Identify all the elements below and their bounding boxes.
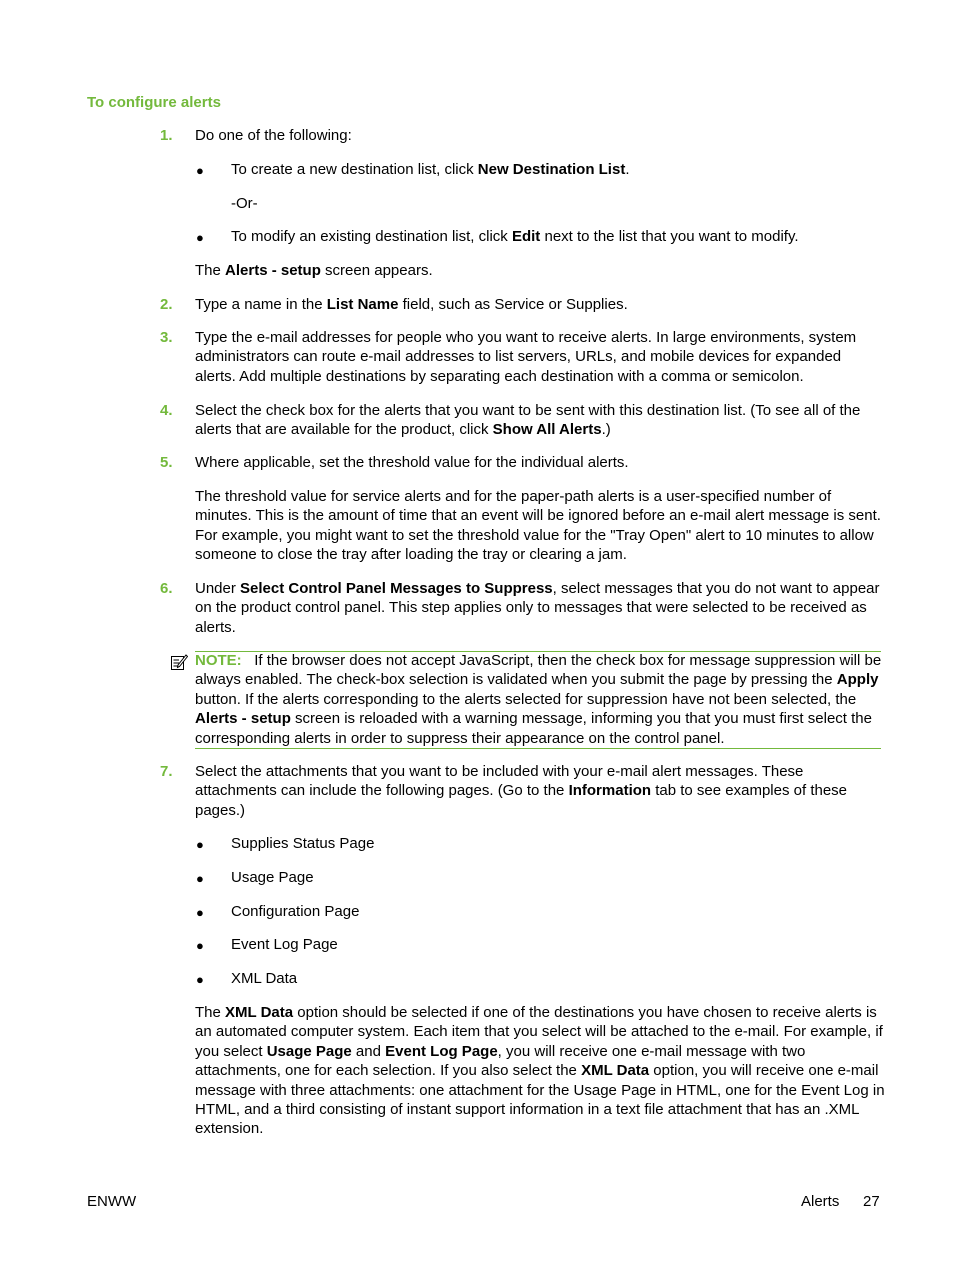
footer-section: Alerts [801, 1193, 840, 1210]
bullet-icon: ● [196, 837, 204, 852]
closing-paragraph: The XML Data option should be selected if one of the destinations you have chosen to receive alerts is an automated computer system. Each item that you select will be attached to the e-mail. For example, if you select Usage Page and Event Log Page, you will receive one e-mail message with two attachments, one for each selection. If you also select the XML Data option, you will receive one e-mail message with three attachments: one attachment for the Usage Page in HTML, one for the Event Log in HTML, and a third consisting of instant support information in a text file attachment that has an .XML extension. [195, 1004, 885, 1138]
step-text: Where applicable, set the threshold value for the individual alerts. [195, 454, 629, 471]
step-number: 1. [160, 127, 173, 144]
note-text: NOTE: If the browser does not accept JavaScript, then the check box for message suppression will be always enabled. The check-box selection is validated when you submit the page by pressing the Apply button. If the alerts corresponding to the alerts selected for suppression have not been selected, the Alerts - setup screen is reloaded with a warning message, informing you that you must first select the corresponding alerts in order to suppress their appearance on the control panel. [195, 652, 882, 747]
bullet-icon: ● [196, 163, 204, 178]
or-separator: -Or- [231, 195, 258, 212]
step-paragraph: The threshold value for service alerts and for the paper-path alerts is a user-specified number of minutes. This is the amount of time that an event will be ignored before an e-mail alert message is sent. For example, you might want to set the threshold value for the "Tray Open" alert to 10 minutes to allow someone to close the tray after loading the tray or clearing a jam. [195, 488, 881, 564]
bullet-icon: ● [196, 972, 204, 987]
step-paragraph: The Alerts - setup screen appears. [195, 262, 433, 279]
attachment-item: Supplies Status Page [231, 835, 375, 852]
page-number: 27 [863, 1193, 880, 1210]
note-icon [170, 653, 188, 671]
step-number: 6. [160, 580, 173, 597]
step-number: 5. [160, 454, 173, 471]
step-text: Type a name in the List Name field, such as Service or Supplies. [195, 296, 628, 313]
attachment-item: Configuration Page [231, 903, 360, 920]
step-number: 3. [160, 329, 173, 346]
bullet-icon: ● [196, 938, 204, 953]
section-heading: To configure alerts [87, 94, 221, 111]
step-text: Select the attachments that you want to be included with your e-mail alert messages. These attachments can include the following pages. (Go to the Information tab to see examples of these pages.) [195, 763, 848, 819]
attachment-item: Event Log Page [231, 936, 338, 953]
bullet-item: To modify an existing destination list, click Edit next to the list that you want to modify. [231, 228, 799, 245]
step-number: 4. [160, 402, 173, 419]
bullet-icon: ● [196, 871, 204, 886]
note-label: NOTE: [195, 652, 242, 669]
step-text: Do one of the following: [195, 127, 352, 144]
attachment-item: XML Data [231, 970, 298, 987]
footer-left: ENWW [87, 1193, 137, 1210]
bullet-icon: ● [196, 230, 204, 245]
bullet-icon: ● [196, 905, 204, 920]
attachment-item: Usage Page [231, 869, 314, 886]
step-text: Under Select Control Panel Messages to Suppress, select messages that you do not want to appear on the product control panel. This step applies only to messages that were selected to be received as alerts. [195, 580, 880, 636]
step-number: 7. [160, 763, 173, 780]
step-number: 2. [160, 296, 173, 313]
step-text: Select the check box for the alerts that you want to be sent with this destination list. (To see all of the alerts that are available for the product, click Show All Alerts.) [195, 402, 861, 439]
step-text: Type the e-mail addresses for people who you want to receive alerts. In large environments, system administrators can route e-mail addresses to list servers, URLs, and mobile devices for expanded alerts. Add multiple destinations by separating each destination with a comma or semicolon. [195, 329, 857, 385]
bullet-item: To create a new destination list, click New Destination List. [231, 161, 630, 178]
